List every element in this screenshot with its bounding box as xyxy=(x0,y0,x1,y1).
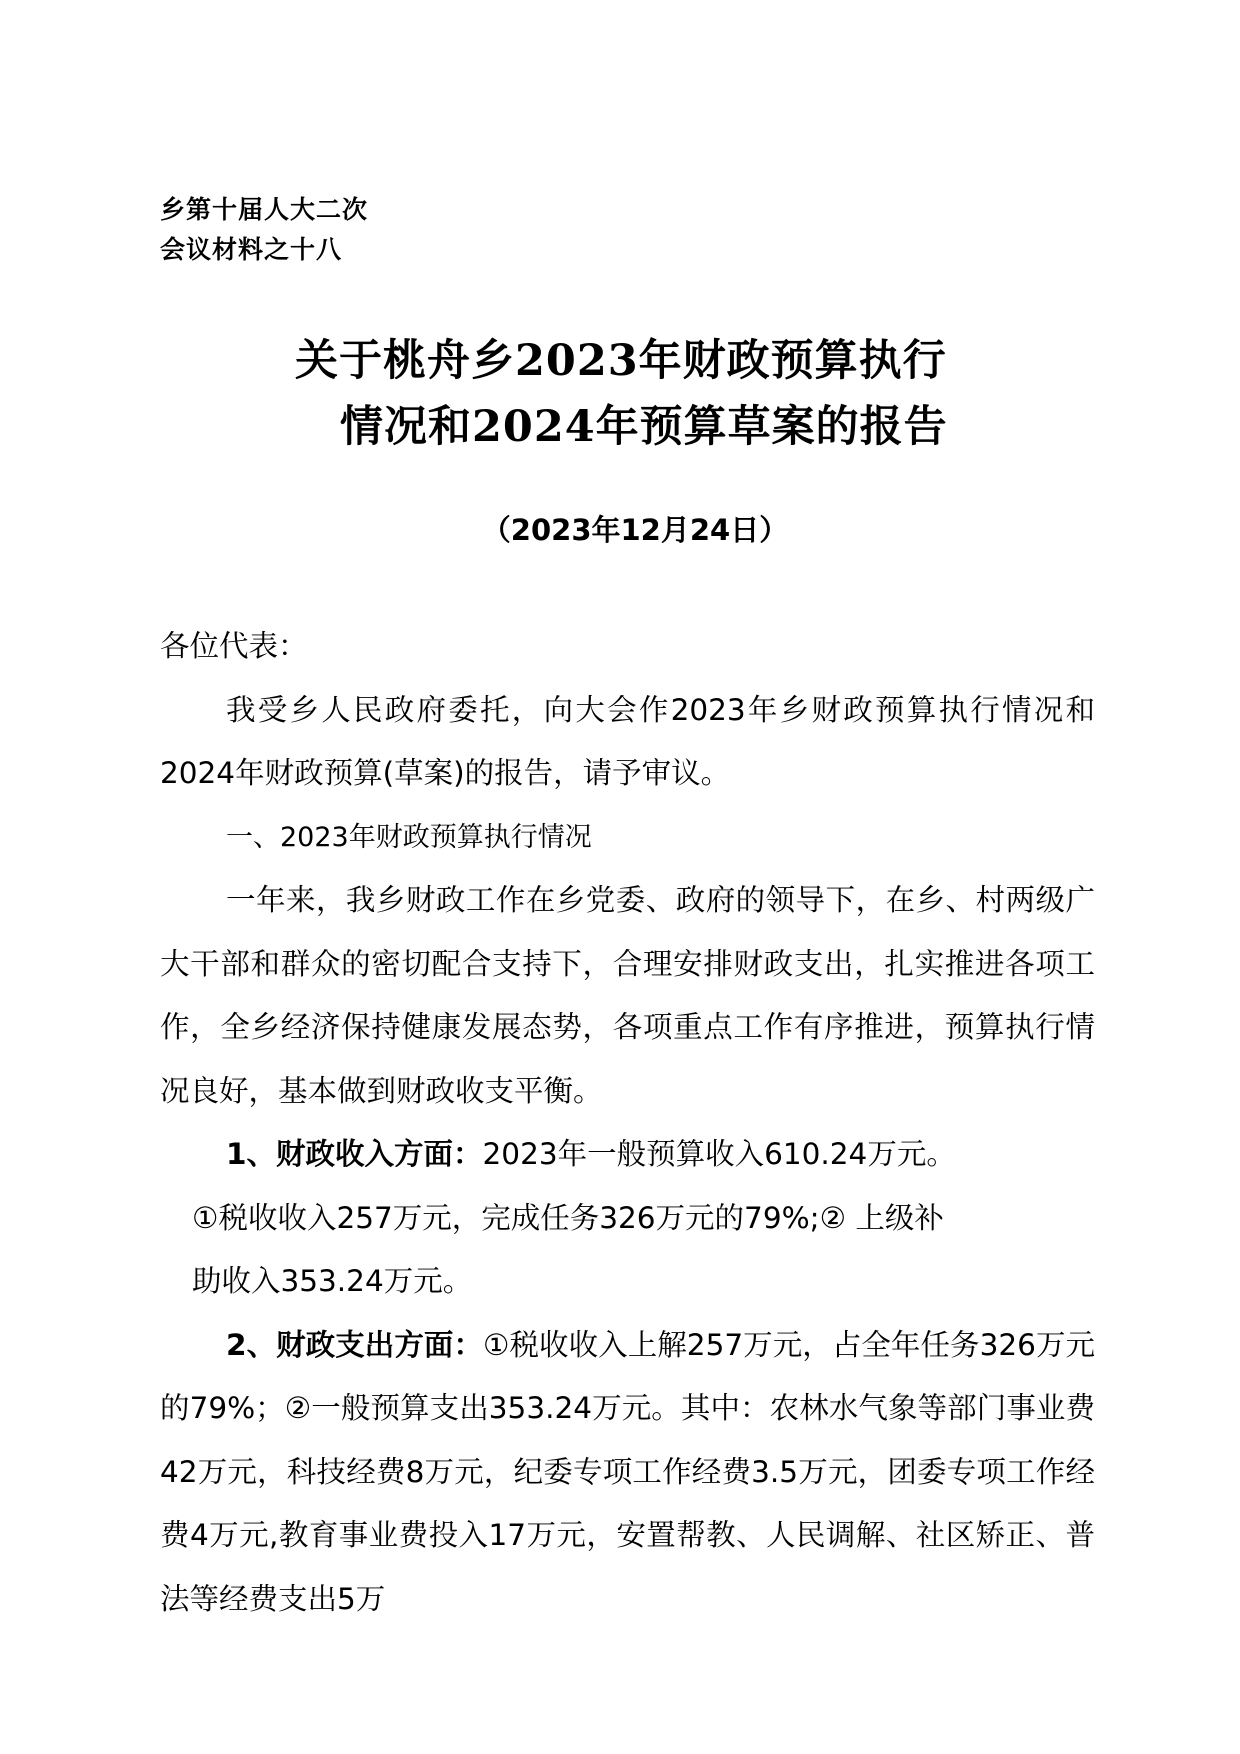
title-line-2: 情况和2024年预算草案的报告 xyxy=(340,402,948,452)
section-1-paragraph: 一年来，我乡财政工作在乡党委、政府的领导下，在乡、村两级广大干部和群众的密切配合支持下，合理安排财政支出，扎实推进各项工作，全乡经济保持健康发展态势，各项重点工作有序推进，预算执行情况良好，基本做到财政收支平衡。 xyxy=(160,883,1095,1108)
salutation: 各位代表： xyxy=(160,629,308,663)
title-line-1: 关于桃舟乡2023年财政预算执行 xyxy=(295,336,947,386)
document-title xyxy=(0,328,1240,460)
revenue-line-3: 助收入353.24万元。 xyxy=(192,1264,473,1298)
expenditure-paragraph xyxy=(160,1314,1095,1632)
document-date: （2023年12月24日） xyxy=(481,513,789,547)
document-body xyxy=(160,615,1095,1631)
revenue-label: 1、财政收入方面： xyxy=(226,1137,483,1171)
expenditure-label: 2、财政支出方面： xyxy=(226,1327,483,1362)
intro-paragraph: 我受乡人民政府委托，向大会作2023年乡财政预算执行情况和2024年财政预算(草案)的报告，请予审议。 xyxy=(160,692,1095,790)
section-1-heading: 一、2023年财政预算执行情况 xyxy=(226,821,592,853)
revenue-line-1: 2023年一般预算收入610.24万元。 xyxy=(482,1137,956,1171)
header-note-line-2: 会议材料之十八 xyxy=(160,235,343,264)
header-note-line-1: 乡第十届人大二次 xyxy=(160,195,369,224)
revenue-line-2: ①税收收入257万元，完成任务326万元的79%;② 上级补 xyxy=(192,1200,944,1235)
document-header-note xyxy=(160,190,368,270)
revenue-paragraph xyxy=(160,1123,1095,1187)
expenditure-text: ①税收收入上解257万元，占全年任务326万元的79%；②一般预算支出353.24万元。其中：农林水气象等部门事业费42万元，科技经费8万元，纪委专项工作经费3.5万元，团委专项工作经费4万元,教育事业费投入17万元，安置帮教、人民调解、社区矫正、普法等经费支出5万 xyxy=(160,1327,1095,1616)
